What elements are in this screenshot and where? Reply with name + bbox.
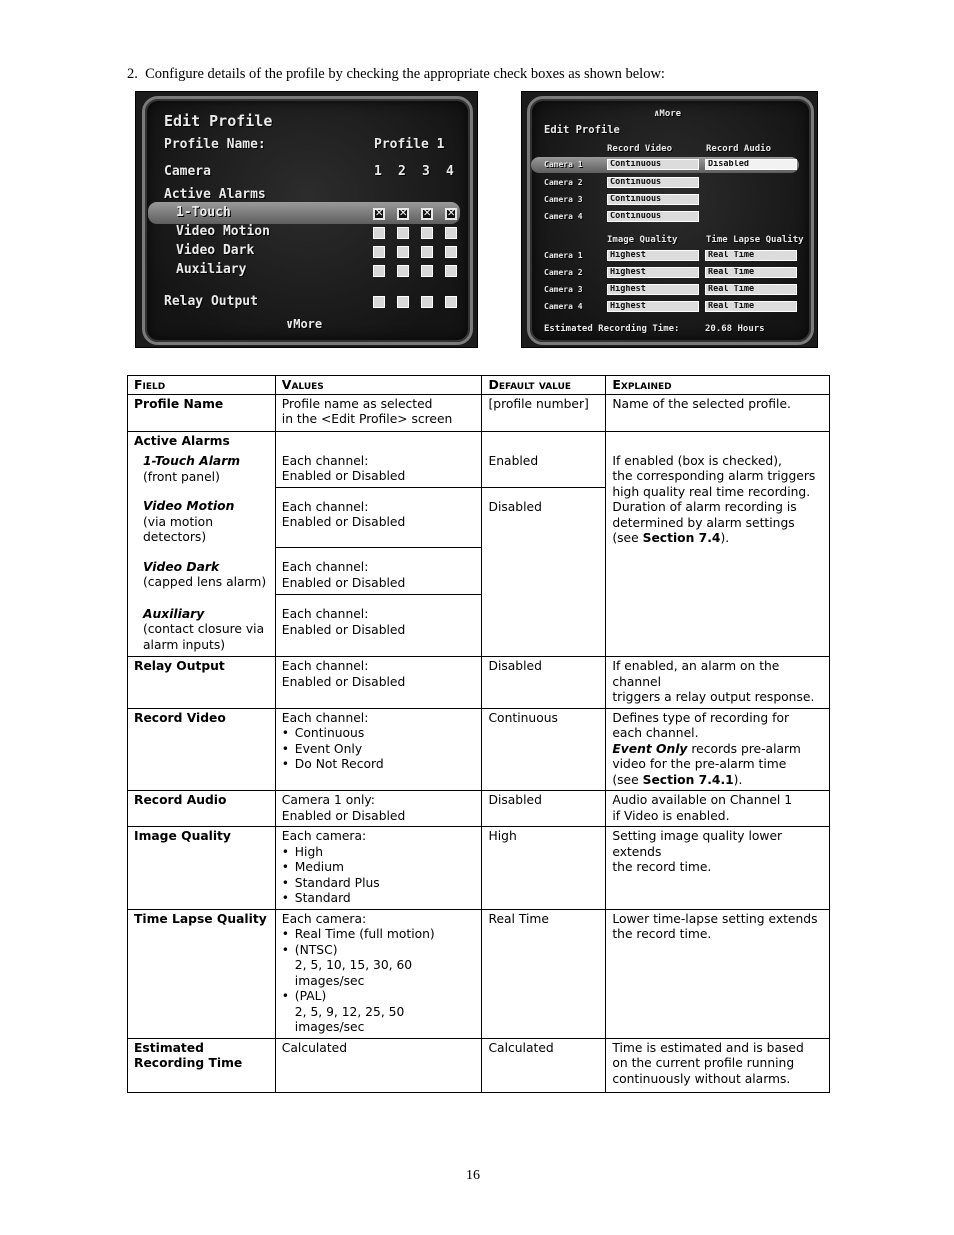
video-row-camera: Camera 3 — [544, 195, 583, 204]
default-cell: Disabled — [482, 487, 606, 657]
value-line: Enabled or Disabled — [281, 674, 406, 689]
camera-number: 1 — [374, 164, 382, 179]
value-line: Each channel: — [281, 710, 369, 725]
field-cell — [128, 431, 276, 487]
quality-row-camera: Camera 3 — [544, 285, 583, 294]
value-line: Each camera: — [281, 911, 367, 926]
list-item: • Medium — [282, 860, 476, 876]
explained-line: each channel. — [612, 726, 699, 740]
table-header-row — [128, 376, 830, 395]
field-line: Recording Time — [134, 1056, 243, 1070]
default-cell: Calculated — [482, 1038, 606, 1092]
sub-field-name: Auxiliary — [143, 606, 205, 621]
image-quality-field[interactable]: Highest — [607, 267, 699, 278]
explained-line: the record time. — [612, 860, 712, 874]
field-cell — [128, 1038, 276, 1092]
record-audio-field[interactable]: Disabled — [705, 159, 797, 170]
values-cell — [275, 394, 482, 431]
time-lapse-field[interactable]: Real Time — [705, 301, 797, 312]
profile-name-label: Profile Name: — [164, 137, 266, 152]
explained-line: Audio available on Channel 1 — [612, 793, 793, 807]
edit-profile-screen-2 — [521, 91, 818, 348]
image-quality-header: Image Quality — [607, 235, 678, 245]
camera-number: 3 — [422, 164, 430, 179]
checkbox-aux-cam4[interactable] — [445, 265, 457, 277]
explained-cell: Name of the selected profile. — [606, 394, 830, 431]
list-item: • Do Not Record — [282, 757, 476, 773]
checkbox-aux-cam3[interactable] — [421, 265, 433, 277]
see-suffix: ). — [720, 531, 730, 545]
record-video-field[interactable]: Continuous — [607, 177, 699, 188]
checkbox-motion-cam3[interactable] — [421, 227, 433, 239]
video-row-camera: Camera 4 — [544, 212, 583, 221]
more-button[interactable]: ∨More — [286, 317, 323, 331]
sub-field-note: (capped lens alarm) — [143, 575, 267, 589]
explained-line: the record time. — [612, 927, 712, 941]
default-cell: Disabled — [482, 791, 606, 827]
values-cell: Calculated — [275, 1038, 482, 1092]
explained-cell — [606, 431, 830, 657]
default-cell: Disabled — [482, 657, 606, 709]
explained-cell — [606, 1038, 830, 1092]
field-cell: Image Quality — [128, 827, 276, 910]
instruction-text: 2. Configure details of the profile by checking the appropriate check boxes as shown below: — [127, 66, 665, 82]
value-line: Each camera: — [281, 829, 367, 843]
checkbox-motion-cam2[interactable] — [397, 227, 409, 239]
checkbox-relay-cam2[interactable] — [397, 296, 409, 308]
profile-fields-table — [127, 375, 830, 1093]
table-row-relay-output — [128, 657, 830, 709]
explained-line: If enabled, an alarm on the channel — [612, 659, 780, 689]
record-video-field[interactable]: Continuous — [607, 211, 699, 222]
option-label: (NTSC) — [294, 942, 338, 957]
checkbox-motion-cam4[interactable] — [445, 227, 457, 239]
active-alarms-label: Active Alarms — [164, 187, 266, 202]
sub-field-note: (front panel) — [143, 469, 220, 484]
values-cell — [275, 431, 482, 487]
relay-output-label: Relay Output — [164, 294, 258, 309]
option-list — [282, 989, 476, 1005]
checkbox-1touch-cam2[interactable] — [397, 208, 409, 220]
video-row-camera: Camera 2 — [544, 178, 583, 187]
value-line: Each channel: — [281, 607, 369, 621]
quality-row-camera: Camera 4 — [544, 302, 583, 311]
default-cell: Enabled — [482, 431, 606, 487]
section-reference: Section 7.4.1 — [642, 772, 734, 787]
section-reference: Section 7.4 — [642, 531, 721, 545]
table-row-record-video — [128, 708, 830, 791]
checkbox-dark-cam1[interactable] — [373, 246, 385, 258]
sub-field-note: alarm inputs) — [143, 637, 226, 652]
explained-line: Duration of alarm recording is — [612, 500, 797, 514]
explained-cell — [606, 909, 830, 1038]
more-button[interactable]: ∧More — [654, 109, 682, 119]
see-prefix: (see — [612, 772, 643, 787]
default-cell: High — [482, 827, 606, 910]
values-cell — [275, 595, 482, 657]
field-line: Estimated — [134, 1040, 204, 1055]
list-item — [282, 989, 476, 1005]
explained-line: on the current profile running — [612, 1056, 795, 1070]
camera-number: 2 — [398, 164, 406, 179]
option-label: (PAL) — [294, 989, 327, 1003]
field-cell — [128, 595, 276, 657]
record-audio-header: Record Audio — [706, 144, 772, 154]
explained-cell — [606, 827, 830, 910]
checkbox-dark-cam2[interactable] — [397, 246, 409, 258]
table-row-profile-name — [128, 394, 830, 431]
explained-line: high quality real time recording. — [612, 484, 811, 499]
value-line: Each channel: — [281, 499, 369, 514]
list-item — [282, 943, 476, 959]
group-title: Active Alarms — [134, 433, 230, 448]
checkbox-1touch-cam3[interactable] — [421, 208, 433, 220]
camera-label: Camera — [164, 164, 211, 179]
explained-cell — [606, 791, 830, 827]
field-cell: Profile Name — [128, 394, 276, 431]
field-cell: Record Audio — [128, 791, 276, 827]
sub-field-note: (contact closure via — [143, 622, 265, 636]
field-cell — [128, 548, 276, 595]
image-quality-field[interactable]: Highest — [607, 250, 699, 261]
record-video-header: Record Video — [607, 144, 673, 154]
option-list — [282, 845, 476, 907]
table-row-estimated-recording-time — [128, 1038, 830, 1092]
field-cell: Relay Output — [128, 657, 276, 709]
estimated-recording-value: 20.68 Hours — [705, 324, 765, 334]
values-cell — [275, 548, 482, 595]
explained-cell — [606, 708, 830, 791]
value-line: Profile name as selected — [281, 396, 433, 411]
camera-number: 4 — [446, 164, 454, 179]
header-default-value: Default value — [482, 376, 606, 395]
explained-line: Setting image quality lower extends — [612, 829, 783, 859]
explained-line: continuously without alarms. — [612, 1071, 791, 1086]
value-line: Each channel: — [281, 560, 369, 574]
header-values: Values — [275, 376, 482, 395]
option-list — [282, 927, 476, 958]
value-line: Enabled or Disabled — [281, 622, 406, 637]
time-lapse-field[interactable]: Real Time — [705, 267, 797, 278]
explained-cell — [606, 657, 830, 709]
list-item: • Standard Plus — [282, 876, 476, 892]
values-cell — [275, 909, 482, 1038]
quality-row-camera: Camera 1 — [544, 251, 583, 260]
video-row-camera: Camera 1 — [544, 160, 583, 169]
option-detail: 2, 5, 10, 15, 30, 60 images/sec — [294, 958, 413, 988]
list-item: • Real Time (full motion) — [282, 927, 476, 943]
checkbox-dark-cam4[interactable] — [445, 246, 457, 258]
option-detail: 2, 5, 9, 12, 25, 50 images/sec — [294, 1004, 405, 1034]
explained-line: If enabled (box is checked), — [612, 453, 782, 468]
explained-text: records pre-alarm — [687, 741, 801, 756]
list-item: • High — [282, 845, 476, 861]
header-field: Field — [128, 376, 276, 395]
time-lapse-header: Time Lapse Quality — [706, 235, 804, 245]
value-line: Camera 1 only: — [281, 793, 375, 807]
alarm-row-video-dark[interactable]: Video Dark — [176, 243, 255, 258]
default-cell: Continuous — [482, 708, 606, 791]
alarm-row-video-motion[interactable]: Video Motion — [176, 224, 270, 239]
sub-field-name: Video Motion — [143, 499, 235, 513]
field-cell: Record Video — [128, 708, 276, 791]
checkbox-relay-cam1[interactable] — [373, 296, 385, 308]
value-line: in the <Edit Profile> screen — [281, 412, 453, 426]
explained-line — [612, 531, 823, 547]
explained-line: the corresponding alarm triggers — [612, 469, 816, 483]
list-item: • Event Only — [282, 742, 476, 758]
checkbox-1touch-cam1[interactable] — [373, 208, 385, 220]
field-cell — [128, 487, 276, 548]
values-cell — [275, 791, 482, 827]
sub-field-name: Video Dark — [143, 559, 220, 574]
explained-line — [612, 773, 823, 789]
explained-line — [612, 742, 823, 758]
sub-field-name: 1-Touch Alarm — [143, 454, 241, 468]
estimated-recording-label: Estimated Recording Time: — [544, 324, 680, 334]
field-cell: Time Lapse Quality — [128, 909, 276, 1038]
page-number: 16 — [466, 1168, 480, 1183]
image-quality-field[interactable]: Highest — [607, 301, 699, 312]
time-lapse-field[interactable]: Real Time — [705, 284, 797, 295]
values-cell — [275, 657, 482, 709]
default-cell: Real Time — [482, 909, 606, 1038]
option-list — [282, 726, 476, 773]
checkbox-aux-cam2[interactable] — [397, 265, 409, 277]
checkbox-dark-cam3[interactable] — [421, 246, 433, 258]
list-item: • Continuous — [282, 726, 476, 742]
values-cell — [275, 708, 482, 791]
table-row-image-quality — [128, 827, 830, 910]
explained-line: Defines type of recording for — [612, 710, 790, 725]
value-line: Each channel: — [281, 453, 369, 468]
explained-line: video for the pre-alarm time — [612, 757, 787, 771]
sub-field-note: (via motion detectors) — [143, 514, 213, 544]
table-row-record-audio — [128, 791, 830, 827]
profile-name-value: Profile 1 — [374, 137, 445, 152]
see-prefix: (see — [612, 531, 643, 545]
explained-line: Time is estimated and is based — [612, 1040, 804, 1055]
value-line: Enabled or Disabled — [281, 469, 406, 483]
explained-line: if Video is enabled. — [612, 808, 730, 823]
value-line: Enabled or Disabled — [281, 515, 406, 529]
edit-profile-screen-1 — [135, 91, 478, 348]
table-row-time-lapse — [128, 909, 830, 1038]
values-cell — [275, 827, 482, 910]
checkbox-aux-cam1[interactable] — [373, 265, 385, 277]
quality-row-camera: Camera 2 — [544, 268, 583, 277]
default-cell: [profile number] — [482, 394, 606, 431]
screen-title: Edit Profile — [544, 124, 620, 136]
checkbox-relay-cam3[interactable] — [421, 296, 433, 308]
alarm-row-auxiliary[interactable]: Auxiliary — [176, 262, 247, 277]
explained-line: triggers a relay output response. — [612, 690, 815, 704]
record-video-field[interactable]: Continuous — [607, 194, 699, 205]
checkbox-1touch-cam4[interactable] — [445, 208, 457, 220]
value-line: Enabled or Disabled — [281, 575, 406, 590]
emphasis: Event Only — [612, 741, 688, 756]
explained-line: Lower time-lapse setting extends — [612, 911, 818, 926]
value-line: Each channel: — [281, 659, 369, 673]
checkbox-relay-cam4[interactable] — [445, 296, 457, 308]
record-video-field[interactable]: Continuous — [607, 159, 699, 170]
values-cell — [275, 487, 482, 548]
list-item: • Standard — [282, 891, 476, 907]
alarm-row-1-touch[interactable]: 1-Touch — [176, 205, 231, 220]
explained-line: determined by alarm settings — [612, 515, 795, 530]
header-explained: Explained — [606, 376, 830, 395]
table-row-active-alarms-1touch — [128, 431, 830, 487]
see-suffix: ). — [733, 772, 743, 787]
value-line: Enabled or Disabled — [281, 808, 406, 823]
checkbox-motion-cam1[interactable] — [373, 227, 385, 239]
screen-title: Edit Profile — [164, 112, 273, 130]
image-quality-field[interactable]: Highest — [607, 284, 699, 295]
time-lapse-field[interactable]: Real Time — [705, 250, 797, 261]
